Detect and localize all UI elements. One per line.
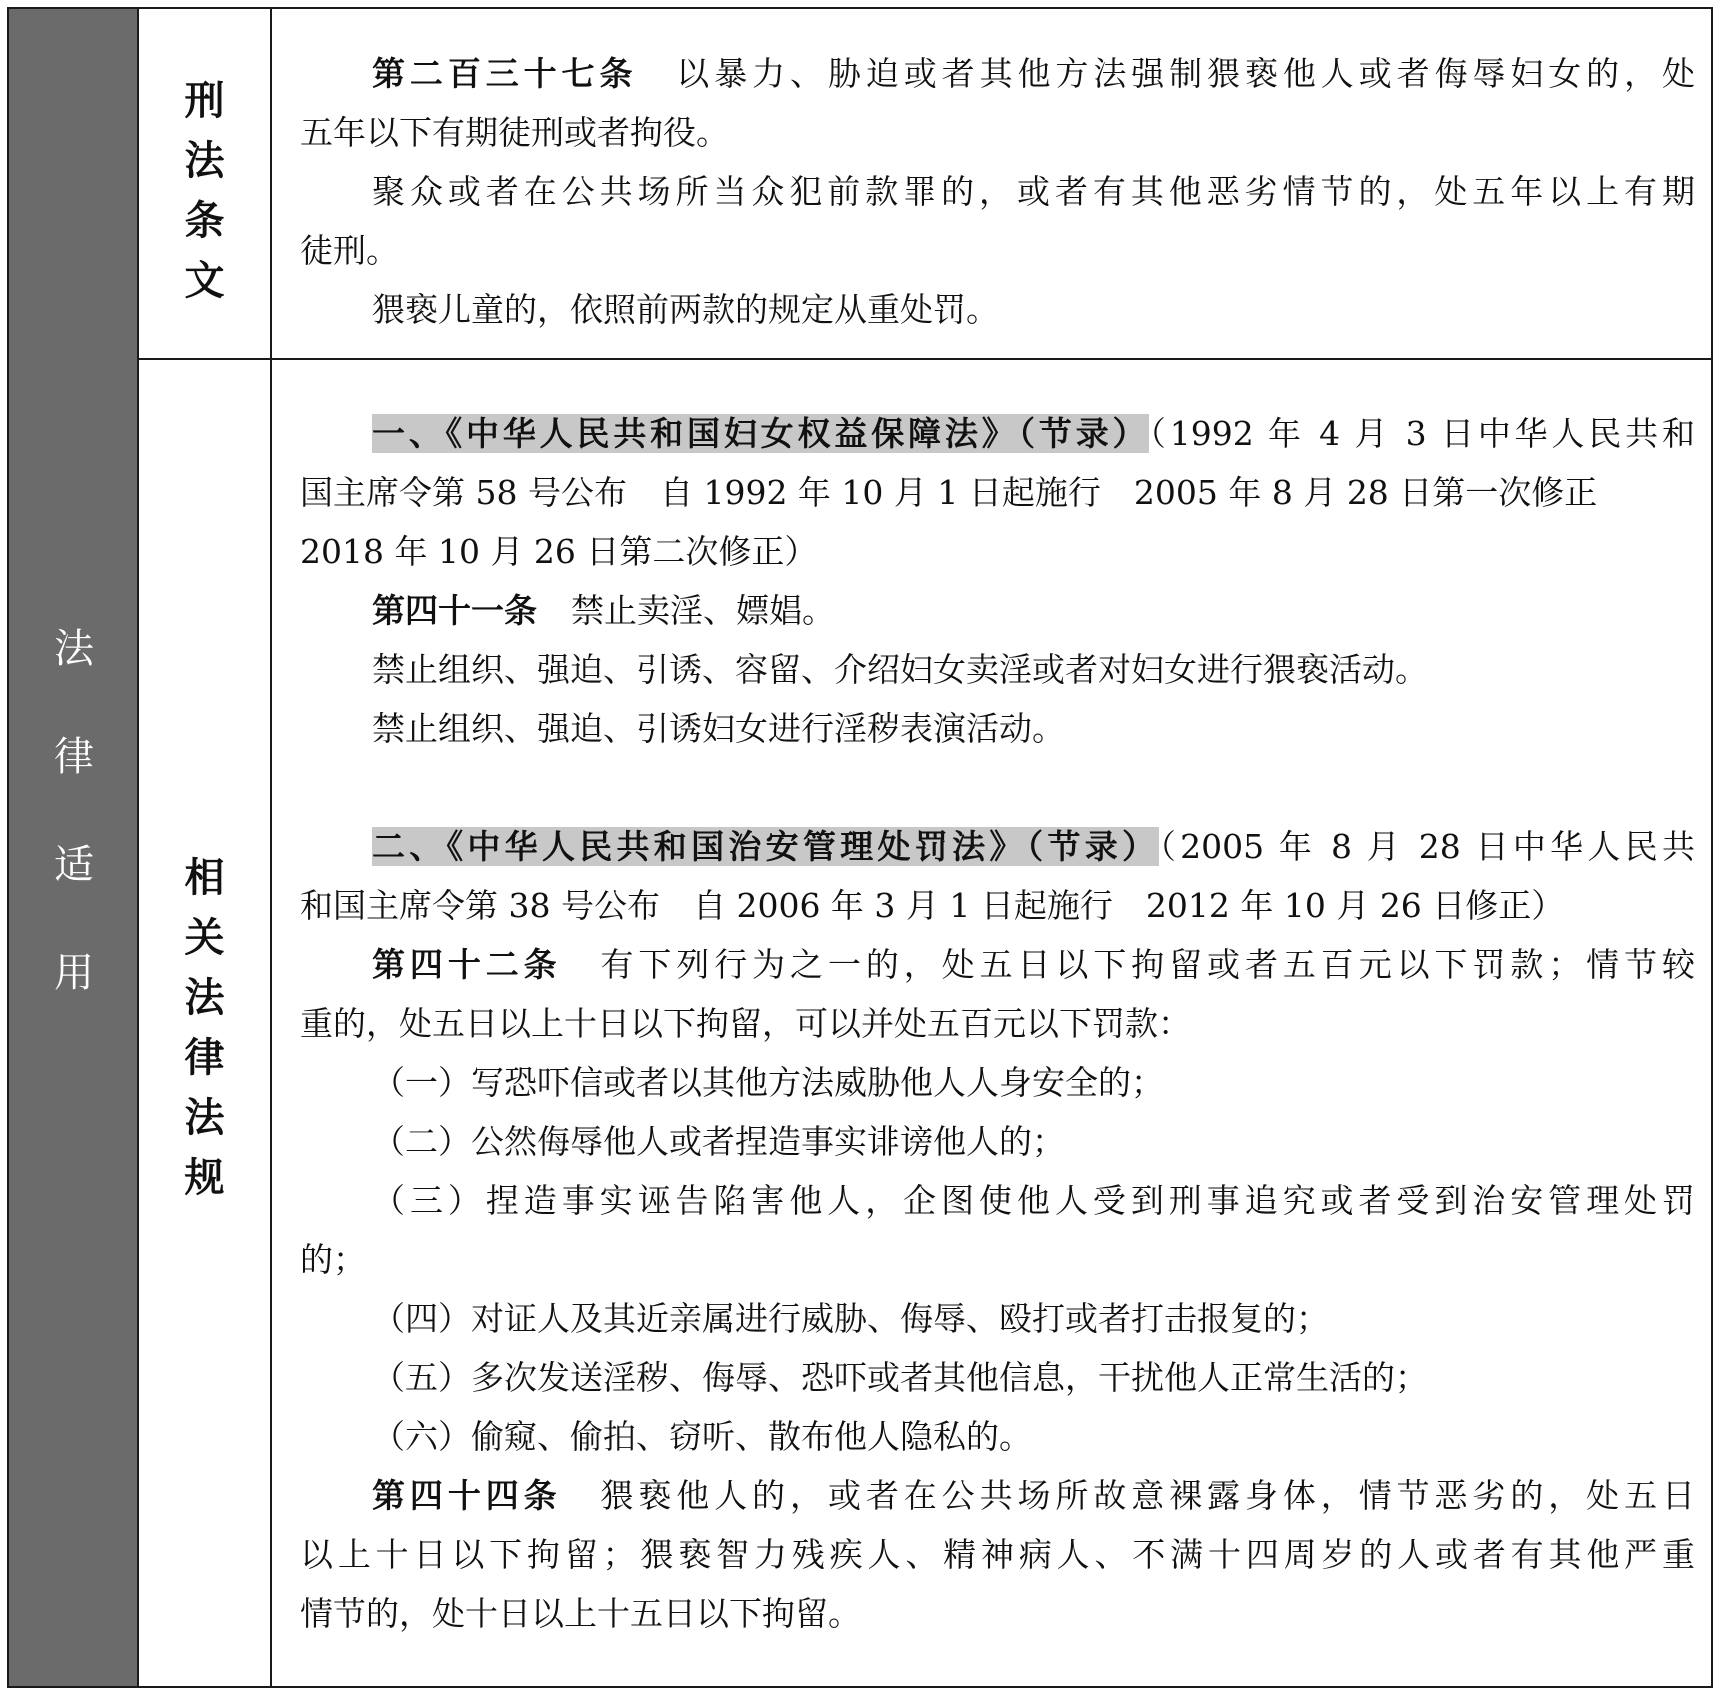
section-label-criminal-law	[139, 71, 270, 311]
article-text: 猥亵他人的，或者在公共场所故意裸露身体，情节恶劣的，处五日	[595, 1476, 1696, 1515]
paragraph-line	[300, 581, 1695, 640]
section-label-char: 法	[184, 1095, 225, 1141]
paragraph-line: 徒刑。	[300, 231, 399, 270]
article-title: 第二百三十七条	[372, 54, 638, 93]
article-text: 有下列行为之一的，处五日以下拘留或者五百元以下罚款；情节较	[595, 945, 1696, 984]
law-heading-line	[300, 817, 1695, 876]
law-heading-line	[300, 404, 1695, 463]
paragraph-line: 聚众或者在公共场所当众犯前款罪的，或者有其他恶劣情节的，处五年以上有期	[372, 172, 1695, 211]
list-item: （三）捏造事实诬告陷害他人，企图使他人受到刑事追究或者受到治安管理处罚	[372, 1181, 1695, 1220]
law-meta: （2005 年 8 月 28 日中华人民共	[1159, 827, 1696, 866]
paragraph-line: 五年以下有期徒刑或者拘役。	[300, 113, 729, 152]
list-item: （二）公然侮辱他人或者捏造事实诽谤他人的；	[372, 1122, 1065, 1161]
section-label-char: 关	[184, 915, 225, 961]
law-title-public-security: 二、《中华人民共和国治安管理处罚法》（节录）	[372, 827, 1160, 866]
paragraph-line: 的；	[300, 1240, 366, 1279]
section-label-cell-criminal-law	[139, 9, 272, 360]
law-meta-line: 和国主席令第 38 号公布 自 2006 年 3 月 1 日起施行 2012 年 10 月 26 日修正）	[300, 886, 1565, 925]
list-item: （四）对证人及其近亲属进行威胁、侮辱、殴打或者打击报复的；	[372, 1299, 1329, 1338]
section-label-char: 法	[184, 975, 225, 1021]
side-column	[9, 9, 139, 1686]
side-label-char: 律	[54, 734, 94, 780]
section-label-char: 法	[184, 138, 225, 184]
law-meta: （1992 年 4 月 3 日中华人民共和	[1149, 414, 1695, 453]
article-title: 第四十二条	[372, 945, 562, 984]
section-label-char: 相	[184, 855, 225, 901]
section-label-related-laws	[139, 848, 270, 1208]
law-meta-line: 2018 年 10 月 26 日第二次修正）	[300, 532, 818, 571]
side-label-char: 法	[54, 626, 94, 672]
side-label-char: 用	[54, 950, 94, 996]
section-label-char: 文	[184, 258, 225, 304]
section-label-char: 律	[184, 1035, 225, 1081]
list-item: （一）写恐吓信或者以其他方法威胁他人人身安全的；	[372, 1063, 1164, 1102]
paragraph-line: 禁止组织、强迫、引诱、容留、介绍妇女卖淫或者对妇女进行猥亵活动。	[372, 650, 1428, 689]
section-label-char: 规	[184, 1155, 225, 1201]
law-table	[7, 7, 1713, 1688]
section-label-char: 条	[184, 198, 225, 244]
related-laws-content	[272, 360, 1711, 1686]
law-meta-line: 国主席令第 58 号公布 自 1992 年 10 月 1 日起施行 2005 年 8 月 28 日第一次修正	[300, 473, 1598, 512]
section-label-char: 刑	[184, 78, 225, 124]
paragraph-line	[300, 1466, 1695, 1525]
article-title: 第四十四条	[372, 1476, 562, 1515]
article-text: 禁止卖淫、嫖娼。	[571, 591, 835, 630]
section-label-cell-related-laws	[139, 360, 272, 1686]
paragraph-line: 情节的，处十日以上十五日以下拘留。	[300, 1594, 861, 1633]
law-title-womens-rights: 一、《中华人民共和国妇女权益保障法》（节录）	[372, 414, 1150, 453]
list-item: （五）多次发送淫秽、侮辱、恐吓或者其他信息，干扰他人正常生活的；	[372, 1358, 1428, 1397]
paragraph-line: 禁止组织、强迫、引诱妇女进行淫秽表演活动。	[372, 709, 1065, 748]
article-text: 以暴力、胁迫或者其他方法强制猥亵他人或者侮辱妇女的，处	[671, 54, 1696, 93]
side-label-law-application	[9, 626, 139, 1061]
list-item: （六）偷窥、偷拍、窃听、散布他人隐私的。	[372, 1417, 1032, 1456]
criminal-law-content	[272, 9, 1711, 360]
paragraph-line: 以上十日以下拘留；猥亵智力残疾人、精神病人、不满十四周岁的人或者有其他严重	[300, 1535, 1695, 1574]
paragraph-line	[300, 935, 1695, 994]
article-title: 第四十一条	[372, 591, 537, 630]
paragraph-line: 重的，处五日以上十日以下拘留，可以并处五百元以下罚款：	[300, 1004, 1191, 1043]
side-label-char: 适	[54, 842, 94, 888]
paragraph-line	[300, 44, 1695, 103]
paragraph-line: 猥亵儿童的，依照前两款的规定从重处罚。	[372, 290, 999, 329]
